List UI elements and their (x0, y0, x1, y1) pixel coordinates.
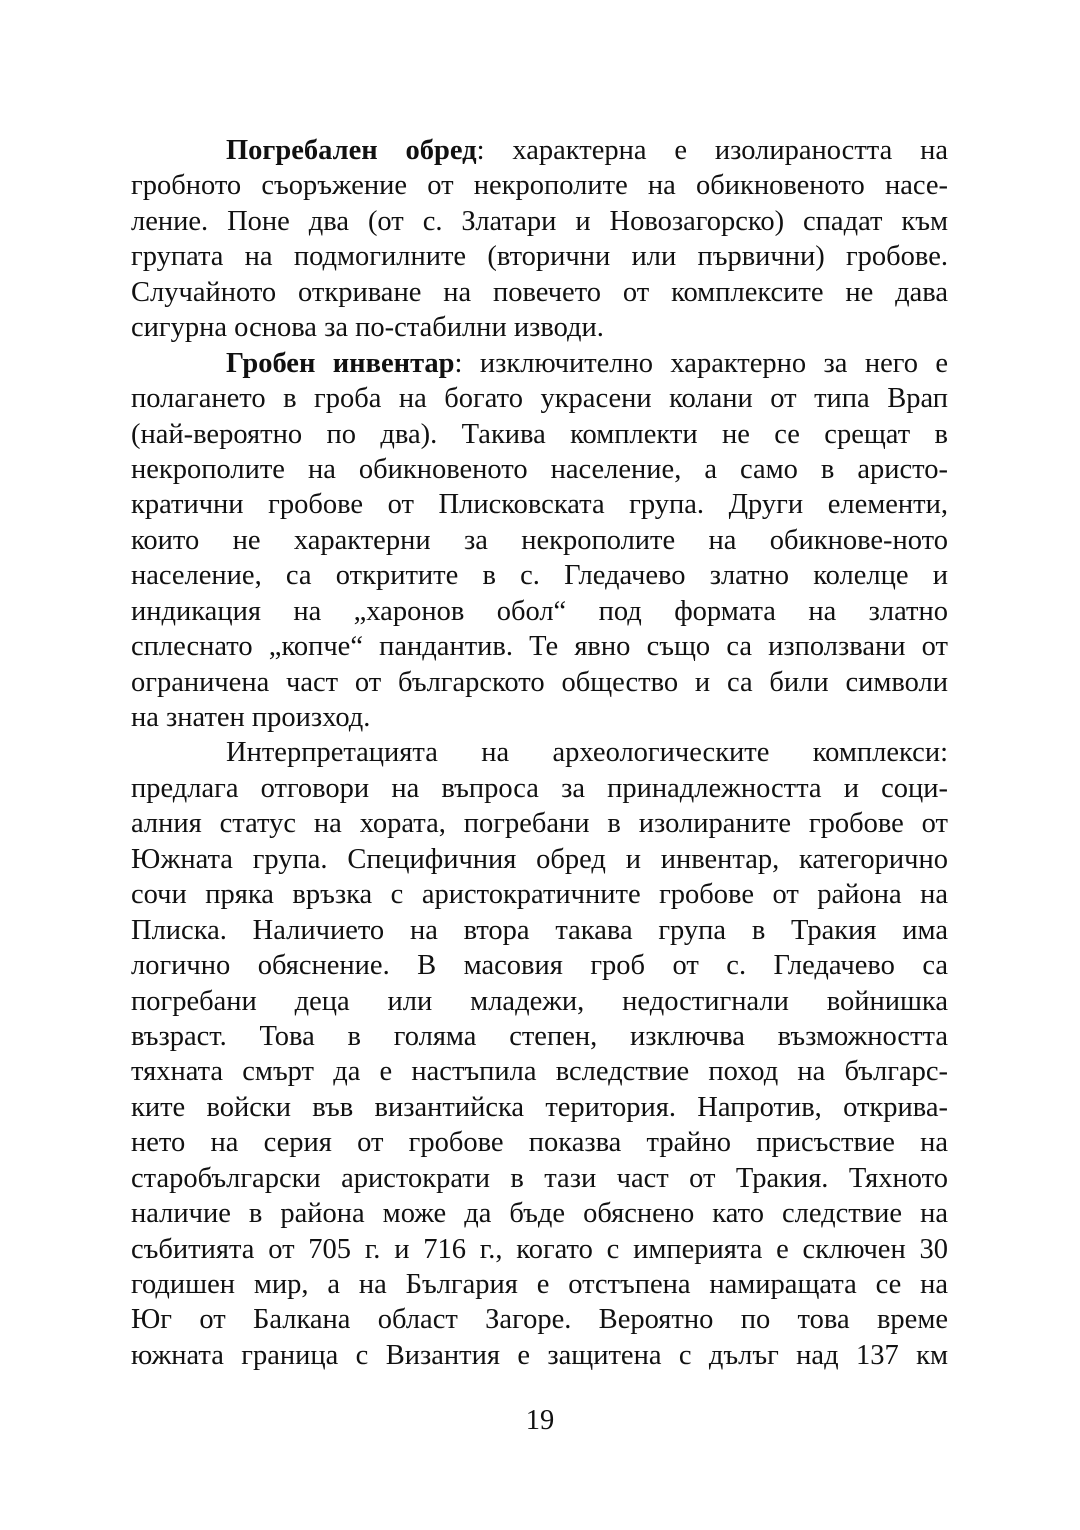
paragraph-line: Случайното откриване на повечето от комплексите не дава (131, 276, 948, 308)
paragraph-line: които не характерни за некрополите на обикнове-ното (131, 524, 948, 556)
paragraph-line: Плиска. Наличието на втора такава група в Тракия има (131, 914, 948, 946)
paragraph-line: тяхната смърт да е настъпила вследствие поход на българс- (131, 1056, 948, 1088)
paragraph-line: годишен мир, а на България е отстъпена намиращата се на (131, 1269, 948, 1300)
paragraph-line: индикация на „харонов обол“ под формата на златно (131, 595, 948, 627)
paragraph-2-lead: Гробен инвентар (226, 347, 455, 379)
body-text (131, 133, 948, 1373)
paragraph-line: (най-вероятно по два). Такива комплекти не се срещат в (131, 418, 948, 450)
paragraph-line: ление. Поне два (от с. Златари и Новозагорско) спадат към (131, 205, 948, 237)
paragraph-line: събитията от 705 г. и 716 г., когато с империята е сключен 30 (131, 1233, 948, 1265)
paragraph-line: Юг от Балкана област Загоре. Вероятно по това време (131, 1304, 948, 1336)
paragraph-line: алния статус на хората, погребани в изолираните гробове от (131, 808, 948, 840)
paragraph-line: възраст. Това в голяма степен, изключва възможността (131, 1020, 948, 1052)
paragraph-line: сплеснато „копче“ пандантив. Те явно също са използвани от (131, 631, 948, 663)
paragraph-1-line-1 (131, 133, 948, 168)
paragraph-line: Южната група. Специфичния обред и инвентар, категорично (131, 843, 948, 875)
paragraph-line: ките войски във византийска територия. Напротив, открива- (131, 1091, 948, 1123)
paragraph-1-lead: Погребален обред (226, 135, 477, 166)
paragraph-line: ограничена част от българското общество и са били символи (131, 666, 948, 698)
paragraph-1-text: : характерна е изолираността на (476, 135, 948, 166)
paragraph-line: сигурна основа за по-стабилни изводи. (131, 312, 604, 344)
paragraph-line: кратични гробове от Плисковската група. Други елементи, (131, 489, 948, 521)
paragraph-line: некрополите на обикновеното население, а само в аристо- (131, 453, 948, 485)
paragraph-line: предлага отговори на въпроса за принадлежността и соци- (131, 772, 948, 804)
paragraph-line: старобългарски аристократи в тази част от Тракия. Тяхното (131, 1162, 948, 1194)
paragraph-line: погребани деца или младежи, недостигнали войнишка (131, 985, 948, 1017)
paragraph-3-line-1: Интерпретацията на археологическите комплекси: (226, 737, 948, 769)
page-number: 19 (525, 1405, 555, 1436)
paragraph-line: южната граница с Византия е защитена с дълъг над 137 км (131, 1339, 948, 1371)
paragraph-2-text: : изключително характерно за него е (454, 347, 949, 379)
paragraph-line: групата на подмогилните (вторични или първични) гробове. (131, 241, 948, 273)
paragraph-line: гробното съоръжение от некрополите на обикновеното насе- (131, 170, 948, 202)
paragraph-2-line-1 (131, 346, 948, 381)
paragraph-line: полагането в гроба на богато украсени колани от типа Врап (131, 383, 948, 415)
paragraph-line: сочи пряка връзка с аристократичните гробове от района на (131, 879, 948, 911)
paragraph-line: нето на серия от гробове показва трайно присъствие на (131, 1127, 948, 1159)
paragraph-line: население, са откритите в с. Гледачево златно колелце и (131, 560, 948, 592)
paragraph-line: на знатен произход. (131, 702, 371, 733)
paragraph-line: логично обяснение. В масовия гроб от с. Гледачево са (131, 950, 948, 982)
paragraph-line: наличие в района може да бъде обяснено като следствие на (131, 1198, 948, 1230)
